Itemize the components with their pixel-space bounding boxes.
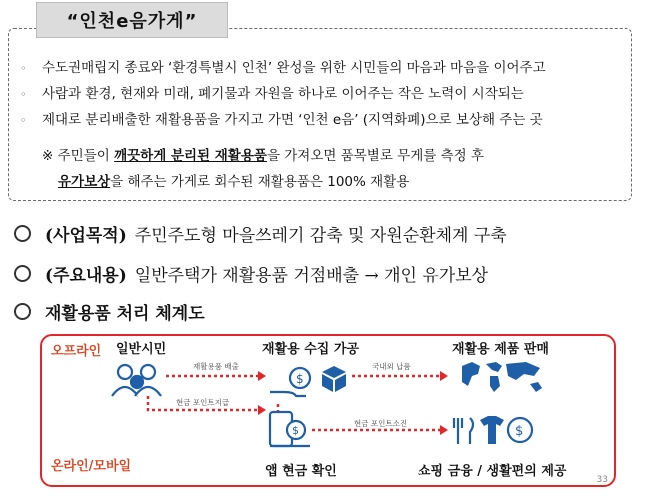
- utensils-icon: [454, 418, 473, 444]
- offline-tag: 오프라인: [48, 340, 104, 359]
- box-icon: [322, 366, 346, 392]
- bullet-mark: ◦: [20, 62, 27, 75]
- notice-bullet-2: ◦ 사람과 환경, 현재와 미래, 폐기물과 자원을 하나로 이어주는 작은 노력이 시작되는: [20, 86, 524, 102]
- online-tag: 온라인/모바일: [48, 455, 134, 474]
- page-number: 33: [596, 475, 608, 485]
- sales-label: 재활용 제품 판매: [452, 342, 549, 357]
- notice-note-line-2: 유가보상을 해주는 가게로 회수된 재활용품은 100% 재활용: [58, 174, 410, 190]
- bullet-mark: ◦: [20, 88, 27, 101]
- notice-bullet-3: ◦ 제대로 분리배출한 재활용품을 가지고 가면 ‘인천 e음’ (지역화폐)으로 보상해 주는 곳: [20, 112, 543, 128]
- people-icon: [112, 365, 161, 396]
- arrowhead-icon: [440, 371, 448, 381]
- flow-label-discharge: 재활용품 배출: [193, 362, 239, 371]
- shirt-icon: [480, 416, 504, 444]
- svg-text:$: $: [296, 372, 304, 386]
- section-content: (주요내용) 일반주택가 재활용품 거점배출 → 개인 유가보상: [14, 261, 488, 286]
- note-highlight-compensation: 유가보상: [58, 174, 111, 190]
- collect-label: 재활용 수집 가공: [262, 342, 359, 357]
- app-label: 앱 현금 확인: [265, 464, 337, 479]
- svg-text:$: $: [292, 424, 299, 437]
- svg-text:$: $: [515, 424, 524, 439]
- coin-icon: [508, 418, 532, 442]
- note-highlight-clean-recyclables: 깨끗하게 분리된 재활용품: [114, 148, 267, 164]
- phone-coin-icon: [270, 412, 310, 446]
- section-diagram-title: 재활용품 처리 체계도: [14, 299, 213, 324]
- flow-label-points-pay: 현금 포인트지급: [176, 398, 230, 407]
- arrowhead-icon: [440, 425, 448, 435]
- shop-label: 쇼핑 금융 / 생활편의 제공: [418, 464, 567, 479]
- citizen-label: 일반시민: [116, 342, 167, 357]
- arrowhead-icon: [258, 371, 266, 381]
- flow-label-points-use: 현금 포인트소진: [354, 419, 408, 428]
- notice-title: “인천e음가게”: [36, 2, 228, 38]
- bullet-mark: ◦: [20, 114, 27, 127]
- note-mark: ※: [42, 148, 54, 164]
- notice-bullet-1: ◦ 수도권매립지 종료와 ‘환경특별시 인천’ 완성을 위한 시민들의 마음과 마음을 이어주고: [20, 60, 546, 76]
- section-purpose: (사업목적) 주민주도형 마을쓰레기 감축 및 자원순환체계 구축: [14, 221, 507, 246]
- notice-note-line-1: ※ 주민들이 깨끗하게 분리된 재활용품을 가져오면 품목별로 무게를 측정 후: [42, 148, 485, 164]
- world-map-icon: [462, 362, 542, 392]
- arrow-points-pay: [148, 396, 258, 410]
- flow-label-domestic: 국내외 납품: [372, 362, 411, 371]
- arrowhead-icon: [258, 405, 266, 415]
- hand-coin-icon: [270, 368, 310, 396]
